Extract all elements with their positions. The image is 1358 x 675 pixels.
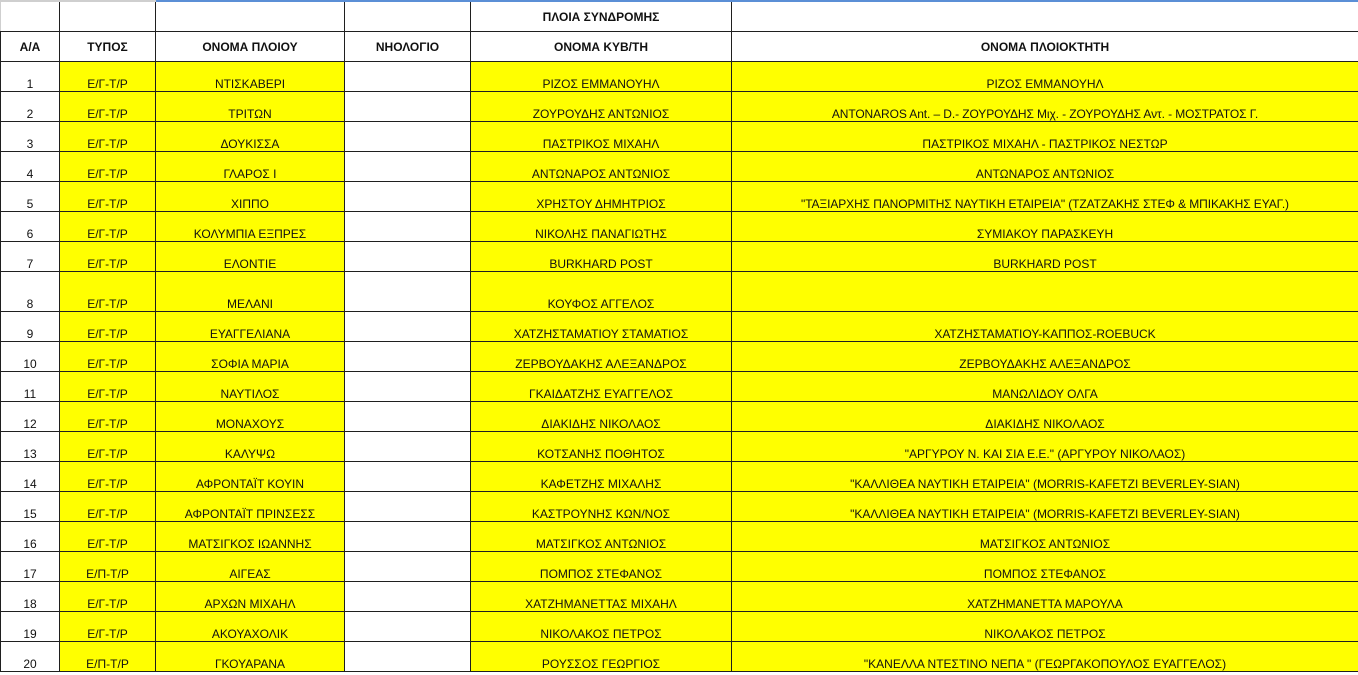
col-header-registry[interactable]: ΝΗΟΛΟΓΙΟ <box>345 32 471 62</box>
cell-ship-name[interactable]: ΕΥΑΓΓΕΛΙΑΝΑ <box>156 312 345 342</box>
table-row <box>1 272 1358 312</box>
cell-type[interactable]: Ε/Γ-Τ/Ρ <box>60 182 156 212</box>
cell-type[interactable]: Ε/Γ-Τ/Ρ <box>60 402 156 432</box>
cell-type[interactable]: Ε/Γ-Τ/Ρ <box>60 92 156 122</box>
cell-aa[interactable]: 14 <box>1 462 60 492</box>
cell-aa[interactable]: 20 <box>1 642 60 672</box>
cell-owner-name[interactable]: ΑΝΤΩΝΑΡΟΣ ΑΝΤΩΝΙΟΣ <box>732 152 1358 182</box>
table-row <box>1 152 1358 182</box>
col-header-aa[interactable]: Α/Α <box>1 32 60 62</box>
cell-registry[interactable] <box>345 212 471 242</box>
cell-owner-name[interactable]: "ΚΑΛΛΙΘΕΑ ΝΑΥΤΙΚΗ ΕΤΑΙΡΕΙΑ" (MORRIS-KAFETZI BEVERLEY-SIAN) <box>732 492 1358 522</box>
cell-owner-name[interactable]: ΣΥΜΙΑΚΟΥ ΠΑΡΑΣΚΕΥΗ <box>732 212 1358 242</box>
cell-aa[interactable]: 1 <box>1 62 60 92</box>
cell-ship-name[interactable]: ΑΡΧΩΝ ΜΙΧΑΗΛ <box>156 582 345 612</box>
cell-type[interactable]: Ε/Γ-Τ/Ρ <box>60 462 156 492</box>
cell-owner-name[interactable]: ΜΑΝΩΛΙΔΟΥ ΟΛΓΑ <box>732 372 1358 402</box>
cell-registry[interactable] <box>345 462 471 492</box>
cell-captain-name[interactable]: ΠΑΣΤΡΙΚΟΣ ΜΙΧΑΗΛ <box>471 122 732 152</box>
cell-captain-name[interactable]: ΓΚΑΙΔΑΤΖΗΣ ΕΥΑΓΓΕΛΟΣ <box>471 372 732 402</box>
cell-captain-name[interactable]: ΚΑΣΤΡΟΥΝΗΣ ΚΩΝ/ΝΟΣ <box>471 492 732 522</box>
cell-aa[interactable]: 19 <box>1 612 60 642</box>
cell-ship-name[interactable]: ΑΦΡΟΝΤΑΪΤ ΠΡΙΝΣΕΣΣ <box>156 492 345 522</box>
cell-type[interactable]: Ε/Γ-Τ/Ρ <box>60 212 156 242</box>
group-header-row <box>1 1 1358 32</box>
cell-registry[interactable] <box>345 582 471 612</box>
cell-owner-name[interactable]: ΧΑΤΖΗΜΑΝΕΤΤΑ ΜΑΡΟΥΛΑ <box>732 582 1358 612</box>
cell-type[interactable]: Ε/Γ-Τ/Ρ <box>60 372 156 402</box>
cell-captain-name[interactable]: ΧΑΤΖΗΣΤΑΜΑΤΙΟΥ ΣΤΑΜΑΤΙΟΣ <box>471 312 732 342</box>
group-header-cell[interactable]: ΠΛΟΙΑ ΣΥΝΔΡΟΜΗΣ <box>471 1 732 32</box>
table-row <box>1 582 1358 612</box>
cell-captain-name[interactable]: ΝΙΚΟΛΗΣ ΠΑΝΑΓΙΩΤΗΣ <box>471 212 732 242</box>
cell[interactable] <box>156 1 345 32</box>
cell-registry[interactable] <box>345 402 471 432</box>
cell-ship-name[interactable]: ΚΑΛΥΨΩ <box>156 432 345 462</box>
cell-type[interactable]: Ε/Γ-Τ/Ρ <box>60 432 156 462</box>
cell-ship-name[interactable]: ΜΟΝΑΧΟΥΣ <box>156 402 345 432</box>
cell-aa[interactable]: 15 <box>1 492 60 522</box>
cell-type[interactable]: Ε/Γ-Τ/Ρ <box>60 272 156 312</box>
cell-ship-name[interactable]: ΚΟΛΥΜΠΙΑ ΕΞΠΡΕΣ <box>156 212 345 242</box>
cell-type[interactable]: Ε/Γ-Τ/Ρ <box>60 582 156 612</box>
cell-registry[interactable] <box>345 182 471 212</box>
cell-aa[interactable]: 3 <box>1 122 60 152</box>
cell-owner-name[interactable]: BURKHARD POST <box>732 242 1358 272</box>
cell-registry[interactable] <box>345 642 471 672</box>
cell-ship-name[interactable]: ΧΙΠΠΟ <box>156 182 345 212</box>
col-header-captain-name[interactable]: ΟΝΟΜΑ ΚΥΒ/ΤΗ <box>471 32 732 62</box>
cell-owner-name[interactable]: "ΑΡΓΥΡΟΥ Ν. ΚΑΙ ΣΙΑ Ε.Ε." (ΑΡΓΥΡΟΥ ΝΙΚΟΛΑΟΣ) <box>732 432 1358 462</box>
table-row <box>1 372 1358 402</box>
cell-registry[interactable] <box>345 612 471 642</box>
cell-captain-name[interactable]: ΚΟΥΦΟΣ ΑΓΓΕΛΟΣ <box>471 272 732 312</box>
cell-type[interactable]: Ε/Π-Τ/Ρ <box>60 642 156 672</box>
cell-owner-name[interactable]: "ΚΑΝΕΛΛΑ ΝΤΕΣΤΙΝΟ ΝΕΠΑ " (ΓΕΩΡΓΑΚΟΠΟΥΛΟΣ ΕΥΑΓΓΕΛΟΣ) <box>732 642 1358 672</box>
cell-captain-name[interactable]: ΚΑΦΕΤΖΗΣ ΜΙΧΑΛΗΣ <box>471 462 732 492</box>
cell-owner-name[interactable]: ΧΑΤΖΗΣΤΑΜΑΤΙΟΥ-ΚΑΠΠΟΣ-ROEBUCK <box>732 312 1358 342</box>
cell-type[interactable]: Ε/Γ-Τ/Ρ <box>60 242 156 272</box>
cell-ship-name[interactable]: ΝΑΥΤΙΛΟΣ <box>156 372 345 402</box>
table-row <box>1 612 1358 642</box>
cell-registry[interactable] <box>345 522 471 552</box>
cell-aa[interactable]: 2 <box>1 92 60 122</box>
cell-owner-name[interactable]: ΠΑΣΤΡΙΚΟΣ ΜΙΧΑΗΛ - ΠΑΣΤΡΙΚΟΣ ΝΕΣΤΩΡ <box>732 122 1358 152</box>
cell-registry[interactable] <box>345 92 471 122</box>
cell-ship-name[interactable]: ΓΚΟΥΑΡΑΝΑ <box>156 642 345 672</box>
cell-registry[interactable] <box>345 152 471 182</box>
cell-ship-name[interactable]: ΜΕΛΑΝΙ <box>156 272 345 312</box>
cell-owner-name[interactable]: ANTONAROS Ant. – D.- ΖΟΥΡΟΥΔΗΣ Μιχ. - ΖΟΥΡΟΥΔΗΣ Αντ. - ΜΟΣΤΡΑΤΟΣ Γ. <box>732 92 1358 122</box>
cell-captain-name[interactable]: ΔΙΑΚΙΔΗΣ ΝΙΚΟΛΑΟΣ <box>471 402 732 432</box>
cell-ship-name[interactable]: ΕΛΟΝΤΙΕ <box>156 242 345 272</box>
column-header-row <box>1 32 1358 62</box>
cell-captain-name[interactable]: ΜΑΤΣΙΓΚΟΣ ΑΝΤΩΝΙΟΣ <box>471 522 732 552</box>
cell-aa[interactable]: 12 <box>1 402 60 432</box>
cell-type[interactable]: Ε/Γ-Τ/Ρ <box>60 152 156 182</box>
cell-captain-name[interactable]: ΧΑΤΖΗΜΑΝΕΤΤΑΣ ΜΙΧΑΗΛ <box>471 582 732 612</box>
cell-registry[interactable] <box>345 242 471 272</box>
cell-aa[interactable]: 13 <box>1 432 60 462</box>
cell-registry[interactable] <box>345 432 471 462</box>
cell-type[interactable]: Ε/Γ-Τ/Ρ <box>60 122 156 152</box>
cell-registry[interactable] <box>345 122 471 152</box>
table-row <box>1 462 1358 492</box>
cell-type[interactable]: Ε/Γ-Τ/Ρ <box>60 612 156 642</box>
table-row <box>1 212 1358 242</box>
cell-registry[interactable] <box>345 272 471 312</box>
cell[interactable] <box>345 1 471 32</box>
cell-aa[interactable]: 17 <box>1 552 60 582</box>
cell-owner-name[interactable]: ΝΙΚΟΛΑΚΟΣ ΠΕΤΡΟΣ <box>732 612 1358 642</box>
table-row <box>1 122 1358 152</box>
table-row <box>1 402 1358 432</box>
cell-owner-name[interactable]: "ΤΑΞΙΑΡΧΗΣ ΠΑΝΟΡΜΙΤΗΣ ΝΑΥΤΙΚΗ ΕΤΑΙΡΕΙΑ" (ΤΖΑΤΖΑΚΗΣ ΣΤΕΦ & ΜΠΙΚΑΚΗΣ ΕΥΑΓ.) <box>732 182 1358 212</box>
table-row <box>1 342 1358 372</box>
col-header-owner-name[interactable]: ΟΝΟΜΑ ΠΛΟΙΟΚΤΗΤΗ <box>732 32 1358 62</box>
cell-ship-name[interactable]: ΣΟΦΙΑ ΜΑΡΙΑ <box>156 342 345 372</box>
cell-registry[interactable] <box>345 342 471 372</box>
cell-owner-name[interactable] <box>732 272 1358 312</box>
table-row <box>1 182 1358 212</box>
cell-registry[interactable] <box>345 62 471 92</box>
cell-owner-name[interactable]: "ΚΑΛΛΙΘΕΑ ΝΑΥΤΙΚΗ ΕΤΑΙΡΕΙΑ" (MORRIS-KAFETZI BEVERLEY-SIAN) <box>732 462 1358 492</box>
table-row <box>1 552 1358 582</box>
cell-type[interactable]: Ε/Γ-Τ/Ρ <box>60 62 156 92</box>
cell-owner-name[interactable]: ΜΑΤΣΙΓΚΟΣ ΑΝΤΩΝΙΟΣ <box>732 522 1358 552</box>
cell-ship-name[interactable]: ΔΟΥΚΙΣΣΑ <box>156 122 345 152</box>
cell-captain-name[interactable]: ΖΕΡΒΟΥΔΑΚΗΣ ΑΛΕΞΑΝΔΡΟΣ <box>471 342 732 372</box>
cell-aa[interactable]: 11 <box>1 372 60 402</box>
cell-aa[interactable]: 6 <box>1 212 60 242</box>
table-row <box>1 92 1358 122</box>
table-row <box>1 522 1358 552</box>
cell-captain-name[interactable]: ΝΙΚΟΛΑΚΟΣ ΠΕΤΡΟΣ <box>471 612 732 642</box>
cell-aa[interactable]: 8 <box>1 272 60 312</box>
cell-registry[interactable] <box>345 552 471 582</box>
cell[interactable] <box>1 1 60 32</box>
cell-owner-name[interactable]: ΡΙΖΟΣ ΕΜΜΑΝΟΥΗΛ <box>732 62 1358 92</box>
cell-owner-name[interactable]: ΔΙΑΚΙΔΗΣ ΝΙΚΟΛΑΟΣ <box>732 402 1358 432</box>
cell-ship-name[interactable]: ΑΙΓΕΑΣ <box>156 552 345 582</box>
cell-registry[interactable] <box>345 492 471 522</box>
cell-type[interactable]: Ε/Γ-Τ/Ρ <box>60 492 156 522</box>
cell-captain-name[interactable]: ΧΡΗΣΤΟΥ ΔΗΜΗΤΡΙΟΣ <box>471 182 732 212</box>
table-row <box>1 642 1358 672</box>
col-header-type[interactable]: ΤΥΠΟΣ <box>60 32 156 62</box>
col-header-ship-name[interactable]: ΟΝΟΜΑ ΠΛΟΙΟΥ <box>156 32 345 62</box>
cell-ship-name[interactable]: ΓΛΑΡΟΣ Ι <box>156 152 345 182</box>
table-row <box>1 312 1358 342</box>
cell-aa[interactable]: 18 <box>1 582 60 612</box>
cell-registry[interactable] <box>345 312 471 342</box>
cell-captain-name[interactable]: ΡΙΖΟΣ ΕΜΜΑΝΟΥΗΛ <box>471 62 732 92</box>
cell-captain-name[interactable]: ΚΟΤΣΑΝΗΣ ΠΟΘΗΤΟΣ <box>471 432 732 462</box>
cell-captain-name[interactable]: ΖΟΥΡΟΥΔΗΣ ΑΝΤΩΝΙΟΣ <box>471 92 732 122</box>
cell[interactable] <box>732 1 1358 32</box>
cell-type[interactable]: Ε/Π-Τ/Ρ <box>60 552 156 582</box>
cell-type[interactable]: Ε/Γ-Τ/Ρ <box>60 522 156 552</box>
cell-captain-name[interactable]: ΑΝΤΩΝΑΡΟΣ ΑΝΤΩΝΙΟΣ <box>471 152 732 182</box>
cell-registry[interactable] <box>345 372 471 402</box>
cell-ship-name[interactable]: ΤΡΙΤΩΝ <box>156 92 345 122</box>
cell-ship-name[interactable]: ΑΦΡΟΝΤΑΪΤ ΚΟΥΙΝ <box>156 462 345 492</box>
table-row <box>1 492 1358 522</box>
table-row <box>1 242 1358 272</box>
cell-owner-name[interactable]: ΠΟΜΠΟΣ ΣΤΕΦΑΝΟΣ <box>732 552 1358 582</box>
cell-ship-name[interactable]: ΑΚΟΥΑΧΟΛΙΚ <box>156 612 345 642</box>
cell-aa[interactable]: 5 <box>1 182 60 212</box>
cell-type[interactable]: Ε/Γ-Τ/Ρ <box>60 312 156 342</box>
cell-ship-name[interactable]: ΝΤΙΣΚΑΒΕΡΙ <box>156 62 345 92</box>
cell-aa[interactable]: 10 <box>1 342 60 372</box>
cell-captain-name[interactable]: ΡΟΥΣΣΟΣ ΓΕΩΡΓΙΟΣ <box>471 642 732 672</box>
cell-captain-name[interactable]: BURKHARD POST <box>471 242 732 272</box>
table-row <box>1 62 1358 92</box>
cell-aa[interactable]: 16 <box>1 522 60 552</box>
table-row <box>1 432 1358 462</box>
cell-captain-name[interactable]: ΠΟΜΠΟΣ ΣΤΕΦΑΝΟΣ <box>471 552 732 582</box>
cell[interactable] <box>60 1 156 32</box>
cell-ship-name[interactable]: ΜΑΤΣΙΓΚΟΣ ΙΩΑΝΝΗΣ <box>156 522 345 552</box>
cell-type[interactable]: Ε/Γ-Τ/Ρ <box>60 342 156 372</box>
cell-aa[interactable]: 4 <box>1 152 60 182</box>
cell-owner-name[interactable]: ΖΕΡΒΟΥΔΑΚΗΣ ΑΛΕΞΑΝΔΡΟΣ <box>732 342 1358 372</box>
cell-aa[interactable]: 9 <box>1 312 60 342</box>
cell-aa[interactable]: 7 <box>1 242 60 272</box>
